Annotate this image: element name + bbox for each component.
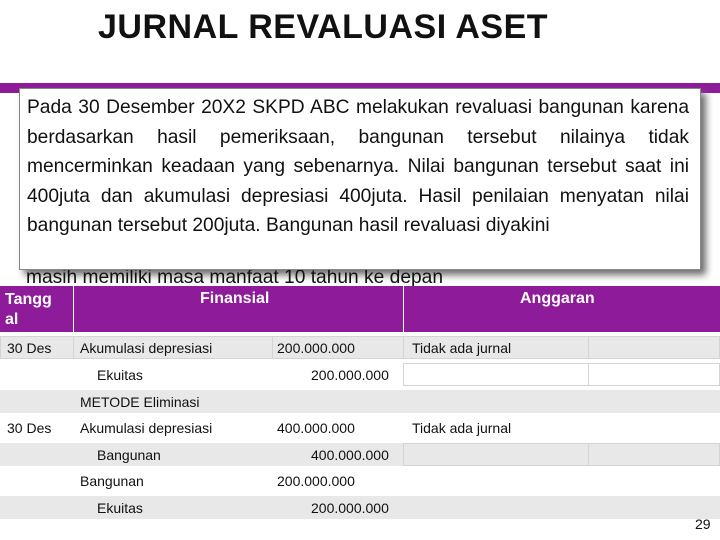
header-divider	[73, 286, 74, 332]
cell-border	[588, 443, 720, 466]
table-row	[0, 416, 720, 439]
description-tail-text: masih memiliki masa manfaat 10 tahun ke depan	[26, 270, 444, 286]
cell-border	[588, 363, 720, 386]
description-overflow-line	[26, 270, 626, 286]
cell-debit: 200.000.000	[277, 340, 355, 356]
cell-kredit: 200.000.000	[311, 500, 389, 516]
description-text: Pada 30 Desember 20X2 SKPD ABC melakukan revaluasi bangunan karena berdasarkan hasil pemeriksaan, bangunan tersebut nilainya tidak mencerminkan keadaan yang sebenarnya. Nilai bangunan tersebut saat ini 400juta dan akumulasi depresiasi 400juta. Hasil penilaian menyatan nilai bangunan tersebut 200juta. Bangunan hasil revaluasi diyakini	[27, 97, 689, 237]
header-divider	[403, 286, 404, 332]
cell-anggaran: Tidak ada jurnal	[412, 420, 512, 436]
cell-border	[403, 443, 589, 466]
cell-border	[73, 336, 273, 359]
header-anggaran: Anggaran	[520, 290, 595, 307]
cell-kredit: 400.000.000	[311, 447, 389, 463]
cell-tanggal: 30 Des	[7, 340, 52, 356]
table-row	[0, 496, 720, 519]
description-box	[19, 88, 701, 270]
cell-debit: 200.000.000	[277, 473, 355, 489]
table-row	[0, 390, 720, 413]
cell-border	[403, 363, 589, 386]
header-finansial: Finansial	[200, 290, 270, 307]
slide-title: JURNAL REVALUASI ASET	[98, 8, 549, 46]
cell-border	[0, 336, 74, 359]
cell-akun: Ekuitas	[97, 500, 143, 516]
cell-border	[588, 336, 720, 359]
cell-akun: Bangunan	[97, 447, 161, 463]
cell-border	[403, 336, 589, 359]
table-row	[0, 469, 720, 492]
cell-akun: Ekuitas	[97, 367, 143, 383]
cell-border	[272, 336, 404, 359]
cell-anggaran: Tidak ada jurnal	[412, 340, 512, 356]
table-header	[0, 286, 720, 332]
page-number: 29	[695, 516, 711, 532]
cell-debit: 400.000.000	[277, 420, 355, 436]
header-tanggal: Tangg al	[5, 291, 52, 328]
section-label-metode: METODE Eliminasi	[80, 394, 200, 410]
cell-kredit: 200.000.000	[311, 367, 389, 383]
cell-akun: Akumulasi depresiasi	[80, 340, 213, 356]
cell-akun: Akumulasi depresiasi	[80, 420, 213, 436]
cell-tanggal: 30 Des	[7, 420, 52, 436]
cell-akun: Bangunan	[80, 473, 144, 489]
